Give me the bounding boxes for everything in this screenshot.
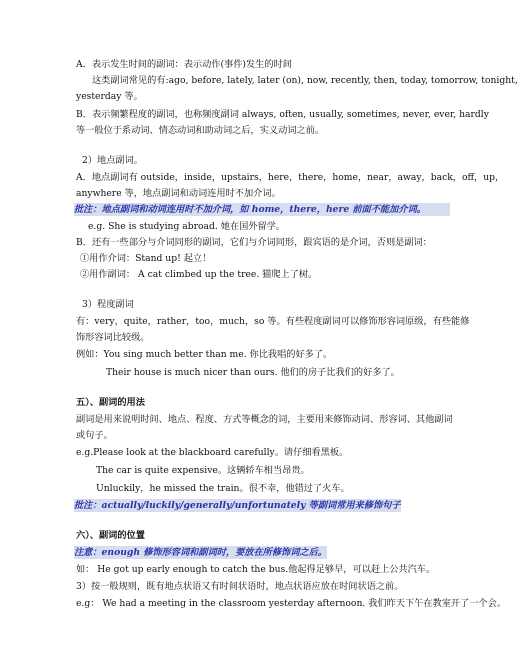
annotation-place-adverb: 批注：地点副词和动词连用时不加介词，如 home，there，here 前面不能加介词。 — [74, 203, 450, 216]
rule-place-before-time: 3）按一般规则，既有地点状语又有时间状语时，地点状语应放在时间状语之前。 — [76, 581, 404, 592]
adverb-usage-definition: 副词是用来说明时间、地点、程度、方式等概念的词，主要用来修饰动词、形容词、其他副词 — [76, 414, 453, 425]
place-adverb-list: A．地点副词有 outside，inside，upstairs，here，there，home，near，away，back，off，up， — [76, 172, 505, 183]
example-missed-train: Unluckily，he missed the train。很不幸，他错过了火车。 — [96, 483, 350, 494]
example-got-up-early: 如： He got up early enough to catch the bus.他起得足够早，可以赶上公共汽车。 — [76, 564, 436, 575]
adverb-usage-definition-cont: 或句子。 — [76, 430, 113, 441]
example-car-expensive: The car is quite expensive。这辆轿车相当昂贵。 — [96, 465, 310, 476]
time-adverb-heading: A．表示发生时间的副词：表示动作(事件)发生的时间 — [76, 59, 292, 70]
degree-adverb-list-cont: 饰形容词比较级。 — [76, 332, 150, 343]
example-blackboard: e.g.Please look at the blackboard carefully。请仔细看黑板。 — [76, 447, 349, 458]
frequency-adverb-heading: B．表示频繁程度的副词，也称频度副词 always, often, usually, sometimes, never, ever, hardly — [76, 109, 489, 120]
place-adverb-title: 2）地点副词。 — [82, 155, 143, 166]
example-adverb-use: ②用作副词： A cat climbed up the tree. 猫爬上了树。 — [80, 269, 318, 280]
example-studying-abroad: e.g. She is studying abroad. 她在国外留学。 — [88, 221, 286, 232]
example-sing-better: 例如：You sing much better than me. 你比我唱的好多了。 — [76, 349, 333, 360]
preposition-like-adverb-note: B．还有一些部分与介词同形的副词，它们与介词同形，跟宾语的是介词，否则是副词： — [76, 237, 432, 248]
place-adverb-list-cont: anywhere 等，地点副词和动词连用时不加介词。 — [76, 188, 281, 199]
time-adverb-examples: 这类副词常见的有:ago, before, lately, later (on), now, recently, then, today, tomorrow, tonight, — [92, 75, 518, 86]
time-adverb-examples-cont: yesterday 等。 — [76, 91, 143, 102]
degree-adverb-title: 3）程度副词 — [82, 299, 134, 310]
note-enough-position: 注意：enough 修饰形容词和副词时，要放在所修饰词之后。 — [74, 547, 327, 558]
annotation-sentence-adverbs: 批注：actually/luckily/generally/unfortunately 等副词常用来修饰句子 — [74, 500, 401, 511]
example-house-nicer: Their house is much nicer than ours. 他们的房子比我们的好多了。 — [106, 367, 400, 378]
frequency-adverb-position: 等一般位于系动词、情态动词和助动词之后，实义动词之前。 — [76, 125, 325, 136]
example-meeting-classroom: e.g： We had a meeting in the classroom yesterday afternoon. 我们昨天下午在教室开了一个会。 — [76, 598, 507, 609]
section-adverb-position-title: 六）、副词的位置 — [76, 530, 145, 541]
example-preposition-use: ①用作介词：Stand up! 起立！ — [80, 253, 212, 264]
section-adverb-usage-title: 五）、副词的用法 — [76, 397, 145, 408]
degree-adverb-list: 有：very，quite，rather，too，much，so 等。有些程度副词可以修饰形容词原级，有些能修 — [76, 316, 470, 327]
